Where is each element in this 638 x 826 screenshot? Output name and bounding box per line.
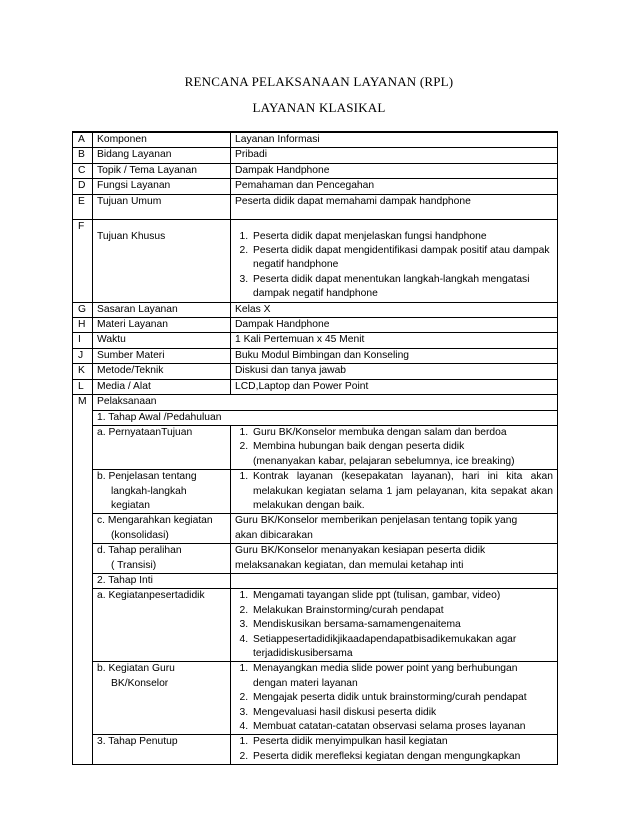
- row-label: Waktu: [93, 333, 231, 348]
- table-row: [73, 132, 558, 148]
- table-row: [73, 194, 558, 219]
- row-value: Dampak Handphone: [231, 318, 558, 333]
- row-code: D: [73, 179, 93, 194]
- row-code: K: [73, 364, 93, 379]
- table-row: [73, 395, 558, 410]
- rpl-table: [72, 131, 558, 765]
- row-code: J: [73, 348, 93, 363]
- row-value: Peserta didik dapat memahami dampak handphone: [231, 194, 558, 219]
- table-row: [73, 470, 558, 514]
- list-item: 1. Peserta didik menyimpulkan hasil kegiatan: [251, 735, 553, 749]
- activity-value: [231, 470, 558, 514]
- table-row: [73, 318, 558, 333]
- list-item: 1. Kontrak layanan (kesepakatan layanan), hari ini kita akan melakukan kegiatan selama 1 jam pelayanan, kita sepakat akan melakukan dengan baik.: [251, 470, 553, 513]
- row-value: LCD,Laptop dan Power Point: [231, 379, 558, 394]
- label-line: kegiatan: [111, 499, 150, 511]
- row-value: Pemahaman dan Pencegahan: [231, 179, 558, 194]
- table-row: [73, 425, 558, 469]
- row-value: Diskusi dan tanya jawab: [231, 364, 558, 379]
- list-item: 2. Peserta didik merefleksi kegiatan dengan mengungkapkan: [251, 750, 553, 764]
- row-code: F: [73, 219, 93, 302]
- value-line: melaksanakan kegiatan, dan memulai ketahap inti: [235, 559, 464, 571]
- row-value: Layanan Informasi: [231, 132, 558, 148]
- row-code: G: [73, 302, 93, 317]
- table-row: [73, 735, 558, 765]
- list-item: 1. Peserta didik dapat menjelaskan fungsi handphone: [251, 230, 553, 244]
- value-line: Guru BK/Konselor menanyakan kesiapan peserta didik: [235, 545, 486, 557]
- document-title: RENCANA PELAKSANAAN LAYANAN (RPL): [184, 74, 454, 89]
- row-code: H: [73, 318, 93, 333]
- row-label: Topik / Tema Layanan: [93, 163, 231, 178]
- stage-heading: 2. Tahap Inti: [93, 573, 231, 588]
- row-label: Komponen: [93, 132, 231, 148]
- label-line: (konsolidasi): [111, 529, 169, 541]
- list-item: 2. Mengajak peserta didik untuk brainstorming/curah pendapat: [251, 691, 553, 705]
- activity-label: [93, 662, 231, 735]
- table-row: [73, 348, 558, 363]
- list-item: 2. Melakukan Brainstorming/curah pendapat: [251, 604, 553, 618]
- table-row: [73, 333, 558, 348]
- activity-label: a. PernyataanTujuan: [93, 425, 231, 469]
- row-label: Sasaran Layanan: [93, 302, 231, 317]
- label-line: d. Tahap peralihan: [97, 545, 182, 557]
- list-item: 4. Setiappesertadidikjikaadapendapatbisadikemukakan agar terjadidiskusibersama: [251, 633, 553, 662]
- activity-value: [231, 589, 558, 662]
- activity-value: [231, 662, 558, 735]
- table-row: [73, 219, 558, 302]
- list-item: 1. Menayangkan media slide power point yang berhubungan dengan materi layanan: [251, 662, 553, 691]
- row-label: Metode/Teknik: [93, 364, 231, 379]
- list-item: 3. Mengevaluasi hasil diskusi peserta didik: [251, 706, 553, 720]
- activity-label: a. Kegiatanpesertadidik: [93, 589, 231, 662]
- row-code: M: [73, 395, 93, 765]
- stage-heading: 1. Tahap Awal /Pedahuluan: [93, 410, 558, 425]
- list-item: 2. Membina hubungan baik dengan peserta didik: [251, 440, 553, 454]
- table-row: [73, 364, 558, 379]
- table-row: [73, 379, 558, 394]
- label-line: b. Penjelasan tentang: [97, 471, 197, 483]
- activity-value: [231, 425, 558, 469]
- row-value: 1 Kali Pertemuan x 45 Menit: [231, 333, 558, 348]
- label-line: c. Mengarahkan kegiatan: [97, 515, 213, 527]
- activity-note: (menanyakan kabar, pelajaran sebelumnya, ice breaking): [253, 455, 515, 467]
- row-label: Bidang Layanan: [93, 148, 231, 163]
- row-label: Media / Alat: [93, 379, 231, 394]
- value-line: akan dibicarakan: [235, 529, 313, 541]
- row-code: E: [73, 194, 93, 219]
- table-row: [73, 410, 558, 425]
- row-label: Materi Layanan: [93, 318, 231, 333]
- row-value: Buku Modul Bimbingan dan Konseling: [231, 348, 558, 363]
- row-code: C: [73, 163, 93, 178]
- value-line: Guru BK/Konselor memberikan penjelasan tentang topik yang: [235, 515, 518, 527]
- list-item: 1. Guru BK/Konselor membuka dengan salam dan berdoa: [251, 426, 553, 440]
- document-subtitle: LAYANAN KLASIKAL: [252, 100, 386, 115]
- list-item: 3. Peserta didik dapat menentukan langkah-langkah mengatasi dampak negatif handphone: [251, 273, 553, 302]
- table-row: [73, 589, 558, 662]
- row-value: Kelas X: [231, 302, 558, 317]
- table-row: [73, 662, 558, 735]
- table-row: [73, 544, 558, 574]
- row-code: L: [73, 379, 93, 394]
- row-value: Pribadi: [231, 148, 558, 163]
- table-row: [73, 148, 558, 163]
- activity-label: [93, 544, 231, 574]
- table-row: [73, 573, 558, 588]
- list-item: 4. Membuat catatan-catatan observasi selama proses layanan: [251, 720, 553, 734]
- label-line: ( Transisi): [111, 559, 157, 571]
- row-label: Sumber Materi: [93, 348, 231, 363]
- table-row: [73, 179, 558, 194]
- table-row: [73, 514, 558, 544]
- row-code: A: [73, 132, 93, 148]
- row-value: [231, 219, 558, 302]
- stage-heading: 3. Tahap Penutup: [93, 735, 231, 765]
- table-row: [73, 302, 558, 317]
- activity-value: [231, 514, 558, 544]
- list-item: 1. Mengamati tayangan slide ppt (tulisan, gambar, video): [251, 589, 553, 603]
- activity-value: [231, 544, 558, 574]
- row-label: Fungsi Layanan: [93, 179, 231, 194]
- list-item: 2. Peserta didik dapat mengidentifikasi dampak positif atau dampak negatif handphone: [251, 244, 553, 273]
- table-row: [73, 163, 558, 178]
- row-value: Dampak Handphone: [231, 163, 558, 178]
- row-label: Tujuan Khusus: [93, 219, 231, 302]
- activity-label: [93, 514, 231, 544]
- label-line: BK/Konselor: [111, 677, 169, 689]
- empty-cell: [231, 573, 558, 588]
- tujuan-khusus-list: [235, 230, 553, 302]
- label-line: langkah-langkah: [111, 485, 187, 497]
- row-code: B: [73, 148, 93, 163]
- label-line: b. Kegiatan Guru: [97, 663, 175, 675]
- activity-value: [231, 735, 558, 765]
- list-item: 3. Mendiskusikan bersama-samamengenaitema: [251, 618, 553, 632]
- activity-label: [93, 470, 231, 514]
- row-code: I: [73, 333, 93, 348]
- row-label: Pelaksanaan: [93, 395, 558, 410]
- row-label: Tujuan Umum: [93, 194, 231, 219]
